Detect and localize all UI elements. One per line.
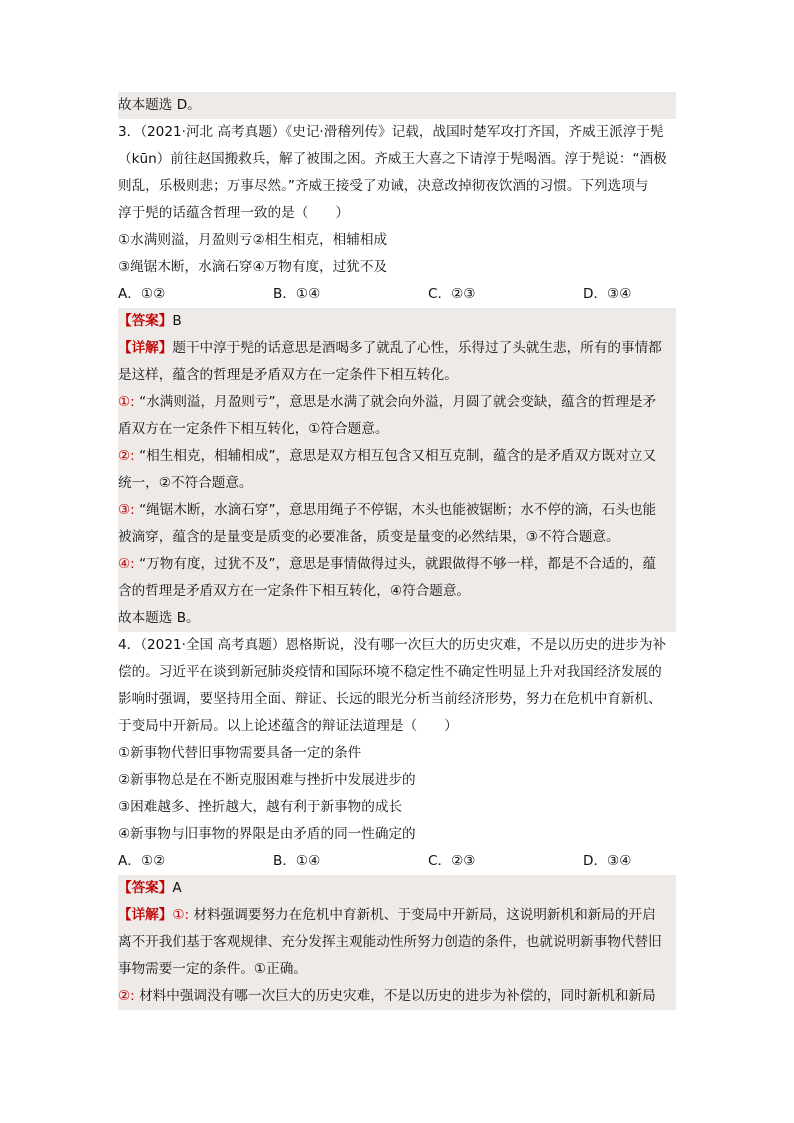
q3-option-b: B．①④	[273, 286, 321, 302]
q4-stem-line: 4．（2021·全国 高考真题）恩格斯说，没有哪一次巨大的历史灾难，不是以历史的进步为补	[118, 637, 667, 653]
detail-tag: 【详解】	[118, 340, 173, 356]
q3-option-d: D．③④	[583, 286, 632, 302]
analysis-number: ②:	[118, 448, 135, 464]
q3-detail	[118, 335, 676, 362]
q3-analysis-3	[118, 497, 676, 524]
answer-value: B	[172, 313, 182, 329]
answer-tag: 【答案】	[118, 313, 173, 329]
detail-text: 材料强调要努力在危机中育新机、于变局中开新局，这说明新机和新局的开启	[189, 907, 656, 923]
q4-analysis-2	[118, 983, 676, 1010]
q3-stem-line: 则乱，乐极则悲；万事尽然。”齐威王接受了劝诫，决意改掉彻夜饮酒的习惯。下列选项与	[118, 178, 649, 194]
q4-stem-line: 偿的。习近平在谈到新冠肺炎疫情和国际环境不稳定性不确定性明显上升对我国经济发展的	[118, 664, 662, 680]
q2-conclusion: 故本题选 D。	[118, 92, 676, 119]
q3-detail-line: 是这样，蕴含的哲理是矛盾双方在一定条件下相互转化。	[118, 367, 458, 383]
q3-conclusion: 故本题选 B。	[118, 610, 200, 626]
q3-analysis-2-cont: 统一，②不符合题意。	[118, 475, 253, 491]
detail-text: 题干中淳于髡的话意思是酒喝多了就乱了心性，乐得过了头就生悲，所有的事情都	[172, 340, 662, 356]
analysis-number: ②:	[118, 988, 135, 1004]
q3-option-a: A．①②	[118, 286, 166, 302]
analysis-number: ①:	[172, 907, 190, 923]
q4-answer-block	[118, 875, 676, 1010]
analysis-number: ①:	[118, 394, 135, 410]
q4-answer	[118, 875, 676, 902]
q4-item: ①新事物代替旧事物需要具备一定的条件	[118, 745, 362, 761]
q3-stem-line: 淳于髡的话蕴含哲理一致的是（ ）	[118, 205, 350, 221]
q3-answer	[118, 308, 676, 335]
q3-analysis-4-cont: 含的哲理是矛盾双方在一定条件下相互转化，④符合题意。	[118, 583, 471, 599]
q4-detail-line: 离不开我们基于客观规律、充分发挥主观能动性所努力创造的条件，也就说明新事物代替旧	[118, 934, 662, 950]
q4-item: ④新事物与旧事物的界限是由矛盾的同一性确定的	[118, 826, 416, 842]
q3-answer-block	[118, 308, 676, 632]
document-page	[118, 92, 676, 1010]
q4-option-d: D．③④	[583, 853, 632, 869]
q3-stem-line: （kūn）前往赵国搬救兵，解了被围之困。齐威王大喜之下请淳于髡喝酒。淳于髡说：“酒极	[118, 151, 667, 167]
q4-option-a: A．①②	[118, 853, 166, 869]
analysis-text: “万物有度，过犹不及”，意思是事情做得过头，就跟做得不够一样，都是不合适的，蕴	[134, 556, 657, 572]
analysis-number: ④:	[118, 556, 135, 572]
answer-tag: 【答案】	[118, 880, 173, 896]
q4-option-b: B．①④	[273, 853, 321, 869]
analysis-text: “相生相克，相辅相成”，意思是双方相互包含又相互克制，蕴含的是矛盾双方既对立又	[134, 448, 657, 464]
q3-stem-line: 3．（2021·河北 高考真题）《史记·滑稽列传》记载，战国时楚军攻打齐国，齐威王派淳于髡	[118, 124, 664, 140]
q3-option-c: C．②③	[428, 286, 476, 302]
question-3	[118, 119, 676, 632]
q4-stem-line: 于变局中开新局。以上论述蕴含的辩证法道理是（ ）	[118, 718, 458, 734]
q4-detail-line: 事物需要一定的条件。①正确。	[118, 961, 307, 977]
analysis-text: “绳锯木断，水滴石穿”，意思用绳子不停锯，木头也能被锯断；水不停的滴，石头也能	[134, 502, 657, 518]
q3-analysis-2	[118, 443, 676, 470]
q4-item: ③困难越多、挫折越大，越有利于新事物的成长	[118, 799, 403, 815]
q3-analysis-4	[118, 551, 676, 578]
q4-option-c: C．②③	[428, 853, 476, 869]
q4-stem-line: 影响时强调，要坚持用全面、辩证、长远的眼光分析当前经济形势，努力在危机中育新机、	[118, 691, 662, 707]
analysis-text: 材料中强调没有哪一次巨大的历史灾难，不是以历史的进步为补偿的，同时新机和新局	[134, 988, 656, 1004]
q4-item: ②新事物总是在不断克服困难与挫折中发展进步的	[118, 772, 416, 788]
q3-analysis-3-cont: 被滴穿，蕴含的是量变是质变的必要准备，质变是量变的必然结果，③不符合题意。	[118, 529, 620, 545]
analysis-text: “水满则溢，月盈则亏”，意思是水满了就会向外溢，月圆了就会变缺，蕴含的哲理是矛	[134, 394, 657, 410]
question-4	[118, 632, 676, 1010]
q4-options	[118, 848, 676, 875]
q3-item: ③绳锯木断，水滴石穿④万物有度，过犹不及	[118, 259, 388, 275]
answer-value: A	[172, 880, 182, 896]
q3-item: ①水满则溢，月盈则亏②相生相克，相辅相成	[118, 232, 388, 248]
q3-analysis-1-cont: 盾双方在一定条件下相互转化，①符合题意。	[118, 421, 389, 437]
q4-detail	[118, 902, 676, 929]
detail-tag: 【详解】	[118, 907, 173, 923]
q3-options	[118, 281, 676, 308]
q3-analysis-1	[118, 389, 676, 416]
analysis-number: ③:	[118, 502, 135, 518]
